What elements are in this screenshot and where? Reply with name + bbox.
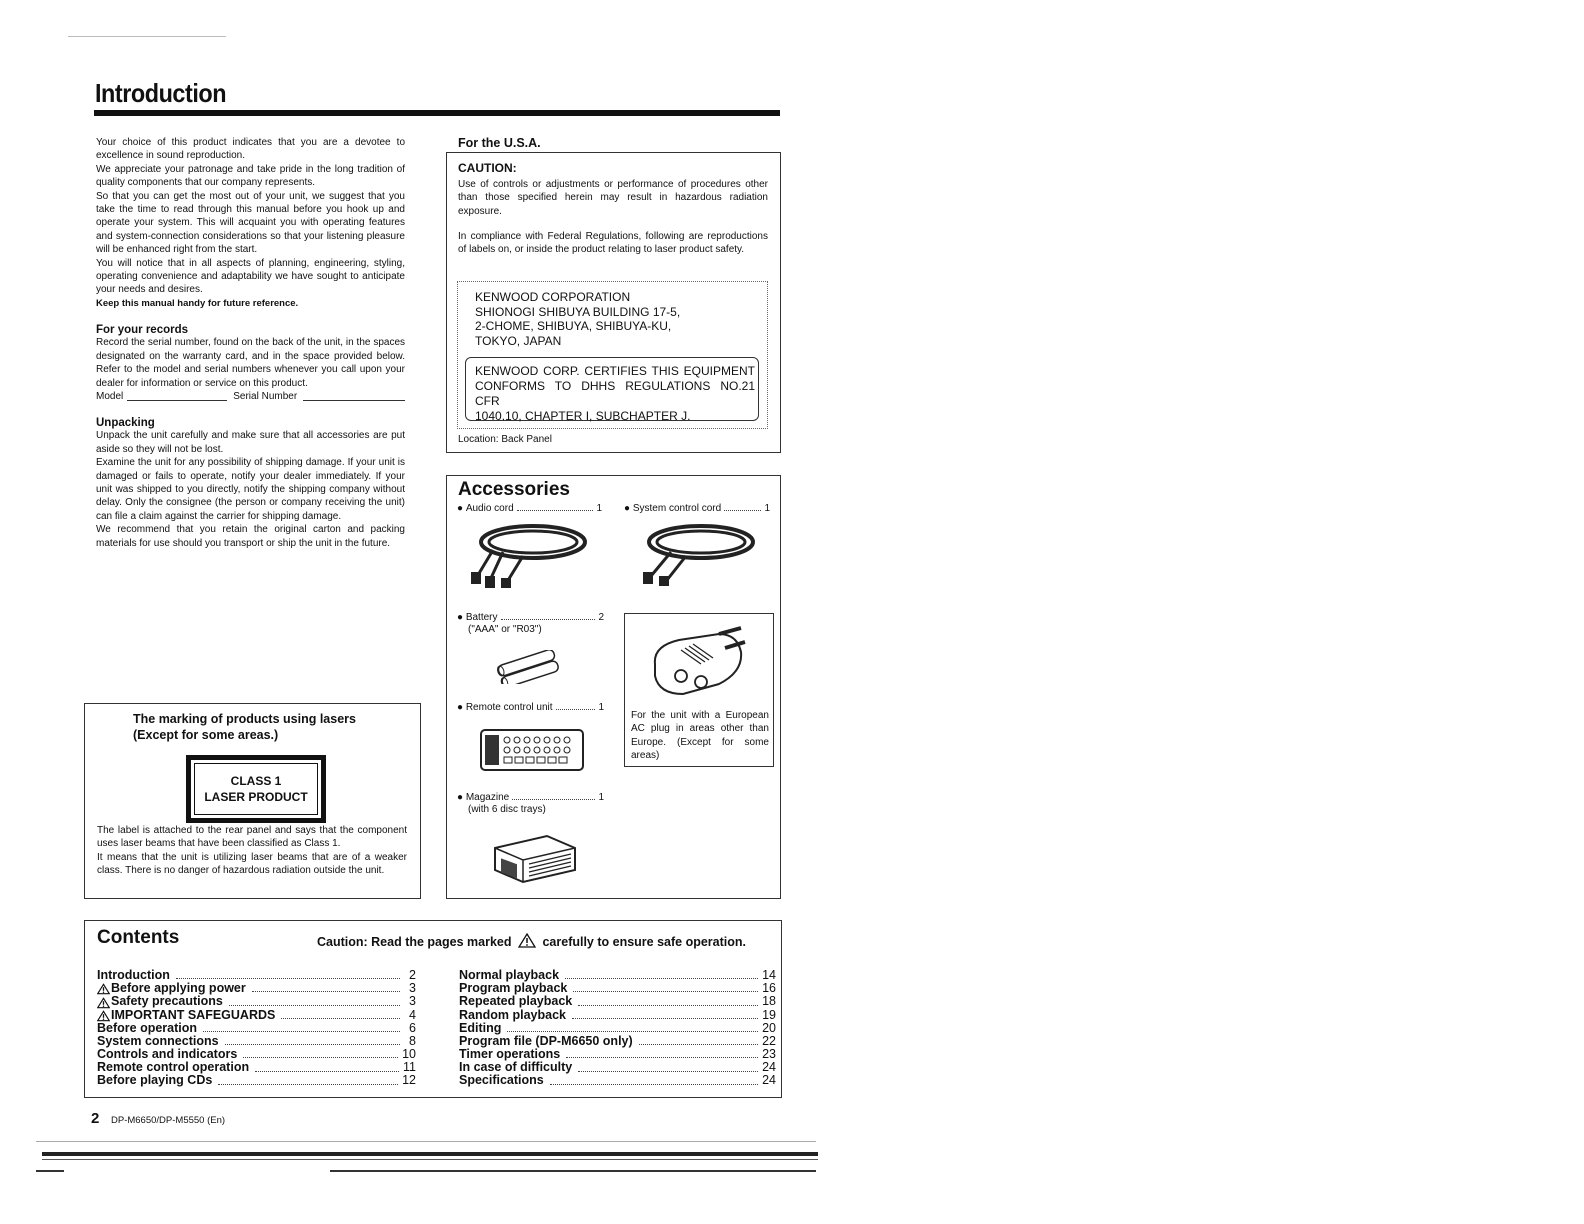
toc-entry-label: In case of difficulty [459,1060,573,1075]
toc-entry-label: Editing [459,1020,502,1035]
toc-entry-page: 6 [409,1020,416,1035]
usa-heading: For the U.S.A. [458,136,541,150]
toc-entry-page: 22 [762,1033,776,1048]
toc-entry[interactable] [459,1009,776,1022]
leader-dots [639,1044,758,1045]
toc-entry-page: 4 [409,1007,416,1022]
toc-entry-page: 10 [402,1047,416,1062]
accessory-magazine [457,792,604,815]
toc-entry-label: Remote control operation [97,1060,250,1075]
intro-paragraph: You will notice that in all aspects of planning, engineering, styling, operating convenience and adaptability we have sought to anticipate your needs and desires. [96,257,405,296]
toc-entry-page: 19 [762,1007,776,1022]
toc-entry-page: 3 [409,994,416,1009]
leader-dots [507,1031,758,1032]
leader-dots [218,1084,398,1085]
class1-label-line: LASER PRODUCT [204,790,308,804]
accessory-name: Magazine [465,792,510,803]
accessory-battery [457,612,604,635]
unpacking-text [96,429,405,550]
certification-label [465,357,759,421]
accessory-qty: 1 [764,503,770,514]
leader-dots [243,1057,398,1058]
address-block [475,290,680,348]
title-rule [94,110,780,116]
scan-artifact-line [36,1141,816,1142]
warning-triangle-icon [97,1010,110,1022]
scan-artifact-line [68,36,226,37]
bullet-icon: ● [457,792,466,803]
toc-entry-label: Random playback [459,1007,566,1022]
bullet-icon: ● [457,702,466,713]
unpacking-heading: Unpacking [96,417,155,430]
toc-entry[interactable] [97,1009,416,1022]
accessory-name: Remote control unit [465,702,553,713]
intro-section [96,136,405,550]
accessory-name: System control cord [632,503,722,514]
leader-dots [724,503,761,511]
toc-entry-label: Timer operations [459,1047,561,1062]
toc-entry-label: Before applying power [111,981,246,996]
toc-entry-label: Controls and indicators [97,1047,238,1062]
leader-dots [565,978,758,979]
accessory-remote [457,702,604,713]
toc-entry-page: 2 [409,967,416,982]
toc-entry-page: 14 [762,967,776,982]
accessory-system-cord [624,503,770,514]
leader-dots [566,1057,758,1058]
page-number: 2 [91,1110,100,1127]
page-title: Introduction [95,78,227,108]
leader-dots [578,1071,758,1072]
laser-heading-line: The marking of products using lasers [133,712,356,726]
toc-entry-label: Specifications [459,1073,544,1088]
toc-entry-label: Normal playback [459,967,560,982]
leader-dots [572,1018,758,1019]
toc-entry[interactable] [97,1075,416,1088]
magazine-note: (with 6 disc trays) [468,804,546,815]
scan-artifact-line [42,1159,818,1160]
certify-block [475,364,755,424]
plug-adapter-box [624,613,774,767]
contents-box [84,920,782,1098]
address-line: 2-CHOME, SHIBUYA, SHIBUYA-KU, [475,319,672,334]
warning-triangle-icon [97,997,110,1009]
toc-entry-page: 11 [403,1060,416,1075]
leader-dots [578,1005,758,1006]
accessory-qty: 1 [596,503,602,514]
records-text: Record the serial number, found on the back of the unit, in the spaces designated on the warranty card, and in the space provided below. Refer to the model and serial numbers whenever you call upon your dealer for information or service on this product. [96,337,405,389]
toc-entry-label: IMPORTANT SAFEGUARDS [111,1007,276,1022]
intro-paragraph: So that you can get the most out of your unit, we suggest that you take the time to read through this manual before you hook up and operate your system. This will acquaint you with operating features and system-connection considerations so that your listening pleasure will be enhanced right from the start. [96,190,405,256]
usa-caution-box [446,152,781,453]
warning-triangle-icon [518,933,536,948]
intro-paragraph: Your choice of this product indicates that you are a devotee to excellence in sound reproduction. [96,137,405,162]
toc-entry-page: 23 [762,1047,776,1062]
toc-entry-label: Introduction [97,967,170,982]
toc-entry-label: Program file (DP-M6650 only) [459,1033,633,1048]
label-reproduction [457,281,768,429]
leader-dots [550,1084,758,1085]
records-heading: For your records [96,324,189,337]
unpacking-paragraph: We recommend that you retain the original carton and packing materials for use should you transport or ship the unit in the future. [96,524,405,549]
toc-entry[interactable] [459,1075,776,1088]
system-cord-icon [631,520,761,588]
toc-entry-page: 8 [409,1033,416,1048]
class1-label-line: CLASS 1 [230,774,282,788]
remote-control-icon [479,728,585,772]
certify-line: KENWOOD CORP. CERTIFIES THIS EQUIPMENT [475,364,755,378]
accessory-name: Audio cord [465,503,514,514]
unpacking-paragraph: Unpack the unit carefully and make sure that all accessories are put aside so they will not be lost. [96,430,405,455]
contents-caution [317,933,746,949]
leader-dots [281,1018,400,1019]
warning-triangle-icon [97,983,110,995]
toc-entry-page: 16 [762,981,776,996]
class1-label [194,763,318,815]
laser-heading [133,711,356,743]
bullet-icon: ● [457,612,466,623]
toc-entry-label: Before playing CDs [97,1073,213,1088]
certify-line: 1040.10, CHAPTER I, SUBCHAPTER J. [475,409,691,423]
leader-dots [176,978,400,979]
laser-paragraph: It means that the unit is utilizing laser beams that are of a weaker class. There is no danger of hazardous radiation outside the unit. [97,851,407,877]
accessory-audio-cord [457,503,602,514]
scan-artifact-line [42,1152,818,1156]
contents-list-left [97,969,416,1088]
serial-blank [303,391,405,401]
model-serial-line [96,390,405,403]
intro-paragraph: We appreciate your patronage and take pride in the long tradition of quality components that our company represents. [96,163,405,189]
leader-dots [517,503,594,511]
laser-marking-box [84,703,421,899]
scan-artifact-line [330,1170,816,1172]
battery-type-note: ("AAA" or "R03") [468,624,542,635]
toc-entry-page: 12 [402,1073,416,1088]
toc-entry[interactable] [97,1022,416,1035]
toc-entry-label: Program playback [459,981,568,996]
laser-paragraph: The label is attached to the rear panel and says that the component uses laser beams that have been classified as Class 1. [97,825,407,850]
leader-dots [255,1071,399,1072]
label-location: Location: Back Panel [458,434,552,445]
certify-line: CONFORMS TO DHHS REGULATIONS NO.21 CFR [475,379,755,408]
laser-text [97,824,407,878]
plug-adapter-icon [645,624,755,700]
intro-text [96,136,405,310]
plug-adapter-note: For the unit with a European AC plug in areas other than Europe. (Except for some areas) [631,710,769,762]
laser-heading-line: (Except for some areas.) [133,728,279,742]
leader-dots [225,1044,400,1045]
toc-entry-page: 18 [762,994,776,1009]
accessories-box [446,475,781,899]
toc-entry-label: Safety precautions [111,994,223,1009]
leader-dots [501,612,596,620]
battery-icon [491,650,571,684]
caution-text-after: carefully to ensure safe operation. [542,935,747,949]
compliance-text: In compliance with Federal Regulations, following are reproductions of labels on, or inside the product relating to laser product safety. [458,231,768,256]
toc-entry-label: Before operation [97,1020,198,1035]
contents-list-right [459,969,776,1088]
leader-dots [229,1005,400,1006]
caution-title: CAUTION: [458,161,517,175]
audio-cord-icon [463,520,593,590]
keep-manual-note: Keep this manual handy for future reference. [96,297,299,309]
caution-text: Use of controls or adjustments or performance of procedures other than those specified herein may result in hazardous radiation exposure. [458,179,768,217]
toc-entry[interactable] [459,1022,776,1035]
toc-entry[interactable] [459,995,776,1008]
contents-title: Contents [97,927,180,948]
toc-entry-page: 3 [409,981,416,996]
accessories-title: Accessories [458,479,570,500]
address-line: TOKYO, JAPAN [475,333,562,348]
leader-dots [252,991,400,992]
toc-entry[interactable] [97,995,416,1008]
scan-artifact-line [36,1170,64,1172]
accessory-qty: 1 [598,702,604,713]
caution-text-before: Caution: Read the pages marked [317,935,512,949]
toc-entry-page: 24 [762,1073,776,1088]
address-line: KENWOOD CORPORATION [475,290,631,304]
toc-entry-page: 20 [762,1020,776,1035]
serial-label: Serial Number [233,390,298,402]
toc-entry-page: 24 [762,1060,776,1075]
leader-dots [203,1031,400,1032]
accessory-name: Battery [465,612,498,623]
bullet-icon: ● [624,503,633,514]
toc-entry-label: System connections [97,1033,219,1048]
bullet-icon: ● [457,503,466,514]
leader-dots [556,702,596,710]
toc-entry-label: Repeated playback [459,994,573,1009]
accessory-qty: 1 [598,792,604,803]
model-blank [127,391,227,401]
model-label: Model [96,390,124,402]
class1-label-outer [186,755,326,823]
disc-magazine-icon [489,830,579,886]
address-line: SHIONOGI SHIBUYA BUILDING 17-5, [475,304,681,319]
unpacking-paragraph: Examine the unit for any possibility of shipping damage. If your unit is damaged or fails to operate, notify your dealer immediately. If your unit was shipped to you directly, notify the shipping company without delay. Only the consignee (the person or company receiving the unit) can file a claim against the carrier for shipping damage. [96,457,405,522]
accessory-qty: 2 [598,612,604,623]
leader-dots [573,991,758,992]
leader-dots [512,792,595,800]
footer-model: DP-M6650/DP-M5550 (En) [111,1115,226,1126]
